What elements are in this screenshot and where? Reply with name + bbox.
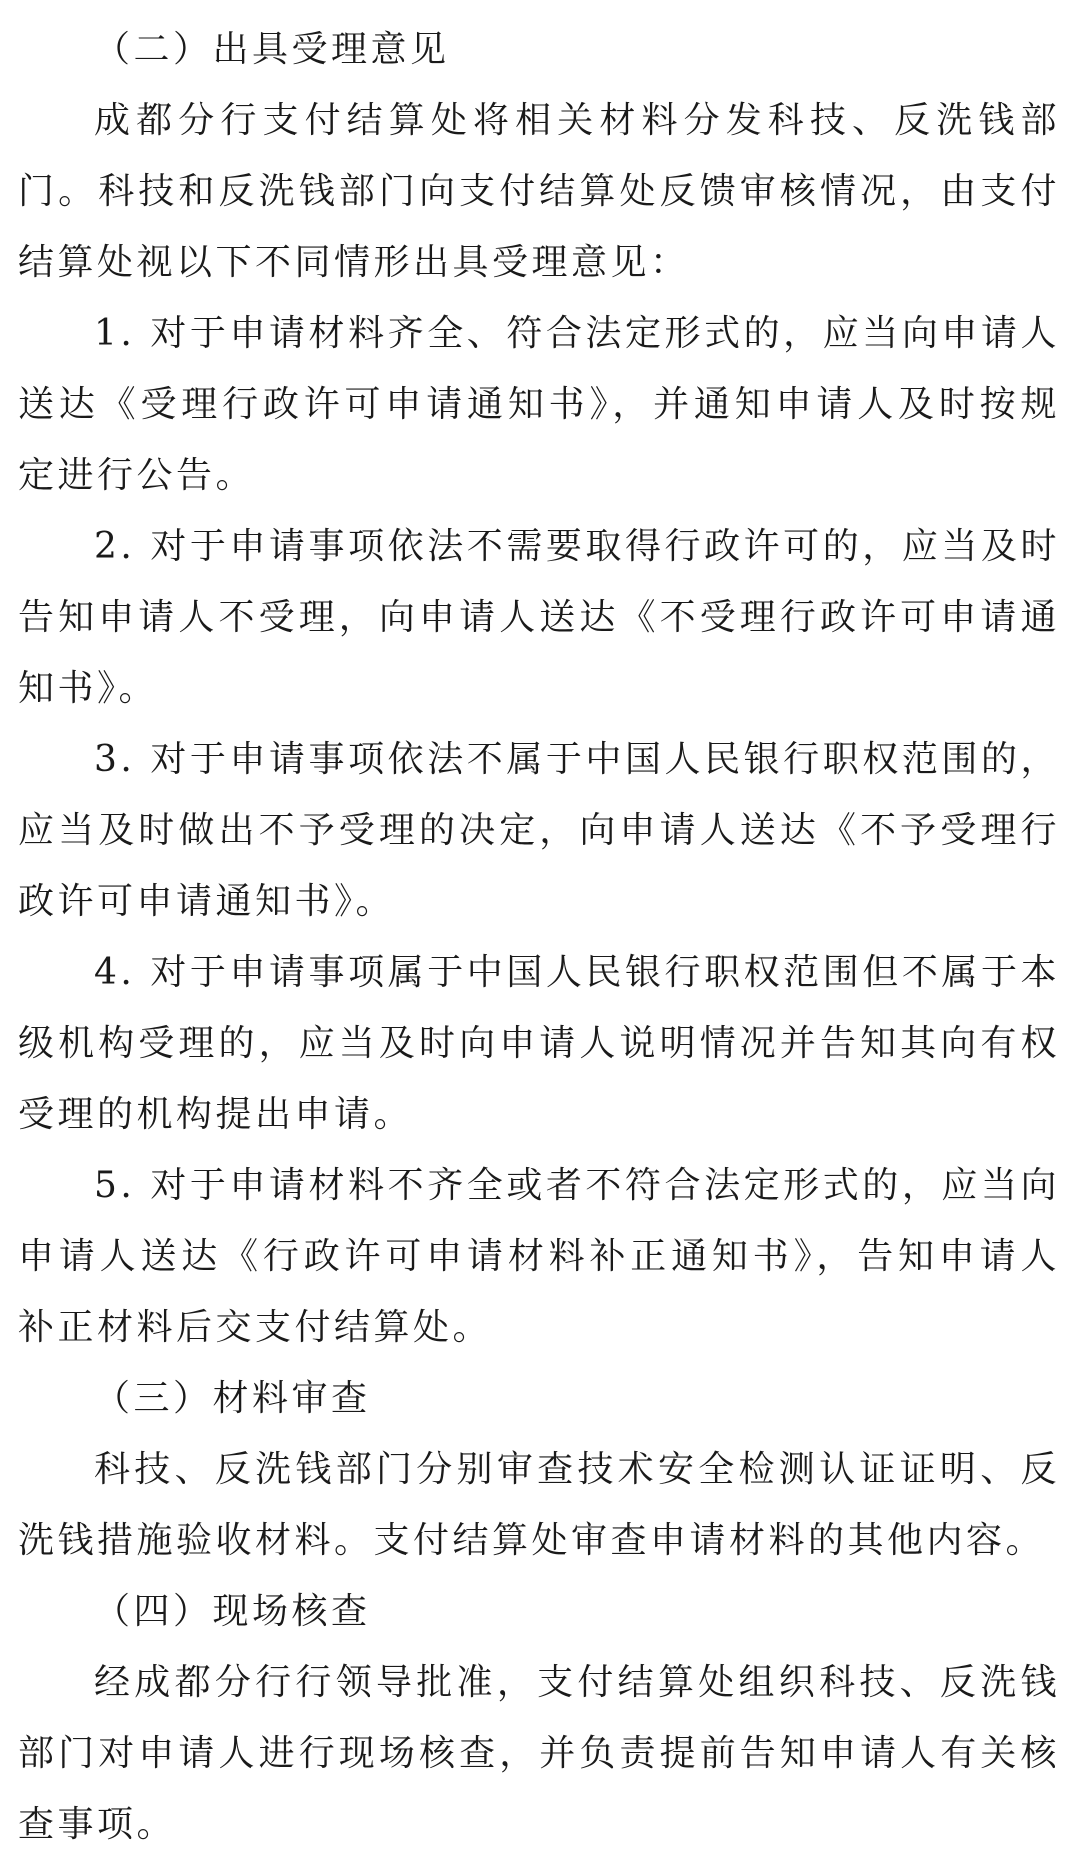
section-heading-3: （三）材料审查 xyxy=(94,1378,371,1419)
paragraph-onsite-inspection: 经成都分行行领导批准，支付结算处组织科技、反洗钱部门对申请人进行现场核查，并负责提前告知申请人有关核查事项。 xyxy=(18,1662,1060,1845)
paragraph-item-2: 2. 对于申请事项依法不需要取得行政许可的，应当及时告知申请人不受理，向申请人送达《不受理行政许可申请通知书》。 xyxy=(18,526,1060,709)
paragraph-item-5: 5. 对于申请材料不齐全或者不符合法定形式的，应当向申请人送达《行政许可申请材料补正通知书》，告知申请人补正材料后交支付结算处。 xyxy=(18,1165,1060,1348)
paragraph-intro: 成都分行支付结算处将相关材料分发科技、反洗钱部门。科技和反洗钱部门向支付结算处反馈审核情况，由支付结算处视以下不同情形出具受理意见： xyxy=(18,100,1060,283)
section-heading-2: （二）出具受理意见 xyxy=(94,29,450,70)
paragraph-material-review: 科技、反洗钱部门分别审查技术安全检测认证证明、反洗钱措施验收材料。支付结算处审查申请材料的其他内容。 xyxy=(18,1449,1060,1561)
paragraph-item-1: 1. 对于申请材料齐全、符合法定形式的，应当向申请人送达《受理行政许可申请通知书》，并通知申请人及时按规定进行公告。 xyxy=(18,313,1060,496)
paragraph-item-3: 3. 对于申请事项依法不属于中国人民银行职权范围的，应当及时做出不予受理的决定，向申请人送达《不予受理行政许可申请通知书》。 xyxy=(18,739,1060,922)
section-heading-4: （四）现场核查 xyxy=(94,1591,371,1632)
paragraph-item-4: 4. 对于申请事项属于中国人民银行职权范围但不属于本级机构受理的，应当及时向申请人说明情况并告知其向有权受理的机构提出申请。 xyxy=(18,952,1060,1135)
